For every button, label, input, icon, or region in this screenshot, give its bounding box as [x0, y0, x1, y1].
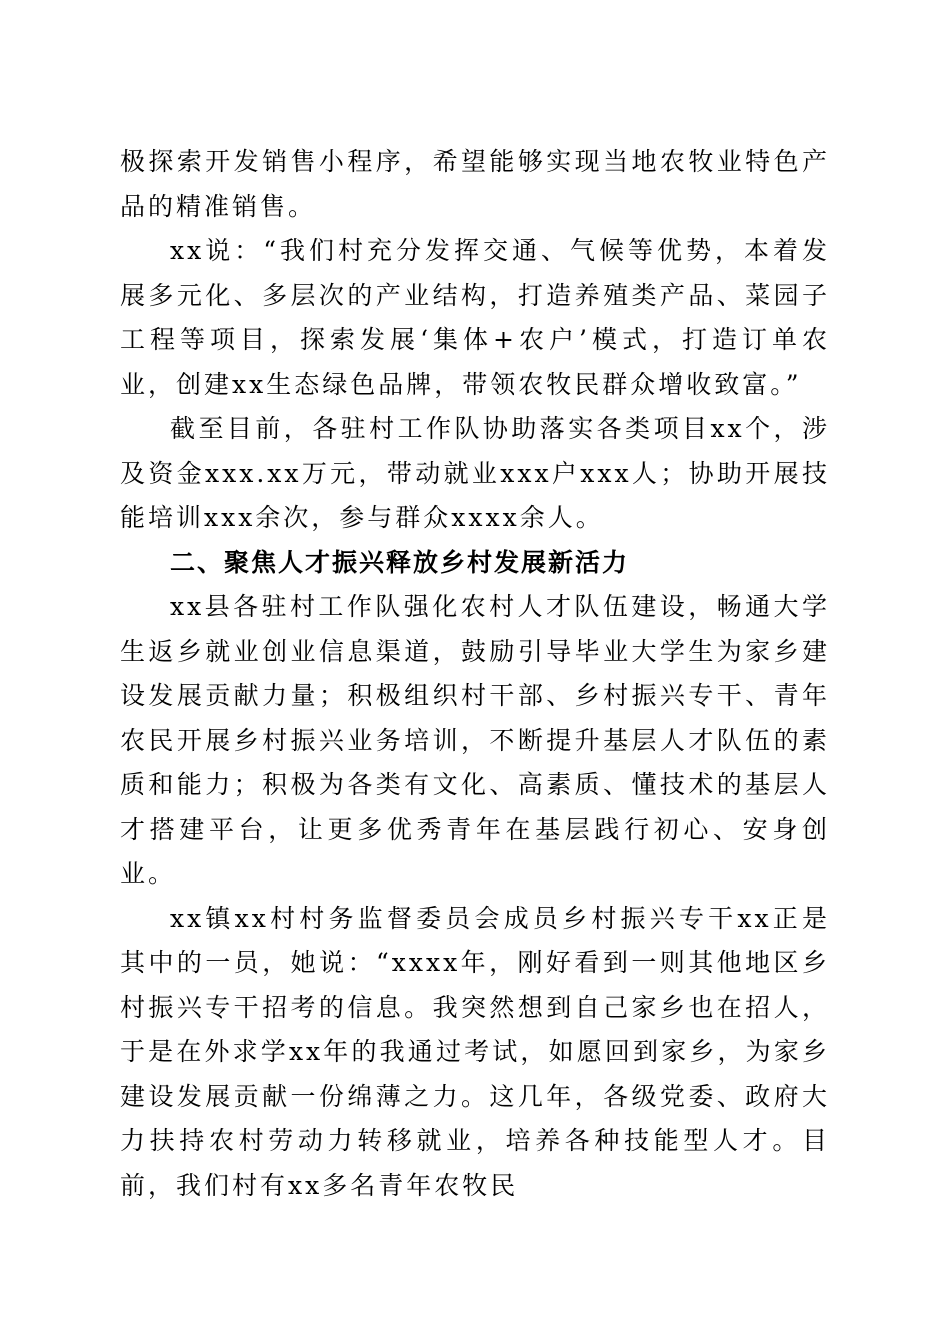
paragraph-village-official-quote: xx镇xx村村务监督委员会成员乡村振兴专干xx正是其中的一员，她说：“xxxx年，刚好看到一则其他地区乡村振兴专干招考的信息。我突然想到自己家乡也在招人，于是在外求学xx年的我通过考试，如愿回到家乡，为家乡建设发展贡献一份绵薄之力。这几年，各级党委、政府大力扶持农村劳动力转移就业，培养各种技能型人才。目前，我们村有xx多名青年农牧民 [120, 903, 830, 1200]
paragraph-continued-sales: 极探索开发销售小程序，希望能够实现当地农牧业特色产品的精准销售。 [120, 147, 830, 221]
paragraph-project-statistics: 截至目前，各驻村工作队协助落实各类项目xx个，涉及资金xxx.xx万元，带动就业xxx户xxx人；协助开展技能培训xxx余次，参与群众xxxx余人。 [120, 414, 830, 532]
paragraph-xx-quote-industry: xx说：“我们村充分发挥交通、气候等优势，本着发展多元化、多层次的产业结构，打造养殖类产品、菜园子工程等项目，探索发展‘集体+农户’模式，打造订单农业，创建xx生态绿色品牌，带领农牧民群众增收致富。” [120, 236, 830, 399]
document-body [120, 140, 830, 1208]
paragraph-talent-team-building: xx县各驻村工作队强化农村人才队伍建设，畅通大学生返乡就业创业信息渠道，鼓励引导毕业大学生为家乡建设发展贡献力量；积极组织村干部、乡村振兴专干、青年农民开展乡村振兴业务培训，不断提升基层人才队伍的素质和能力；积极为各类有文化、高素质、懂技术的基层人才搭建平台，让更多优秀青年在基层践行初心、安身创业。 [120, 592, 830, 888]
section-heading-talent-revitalization: 二、聚焦人才振兴释放乡村发展新活力 [170, 547, 630, 577]
